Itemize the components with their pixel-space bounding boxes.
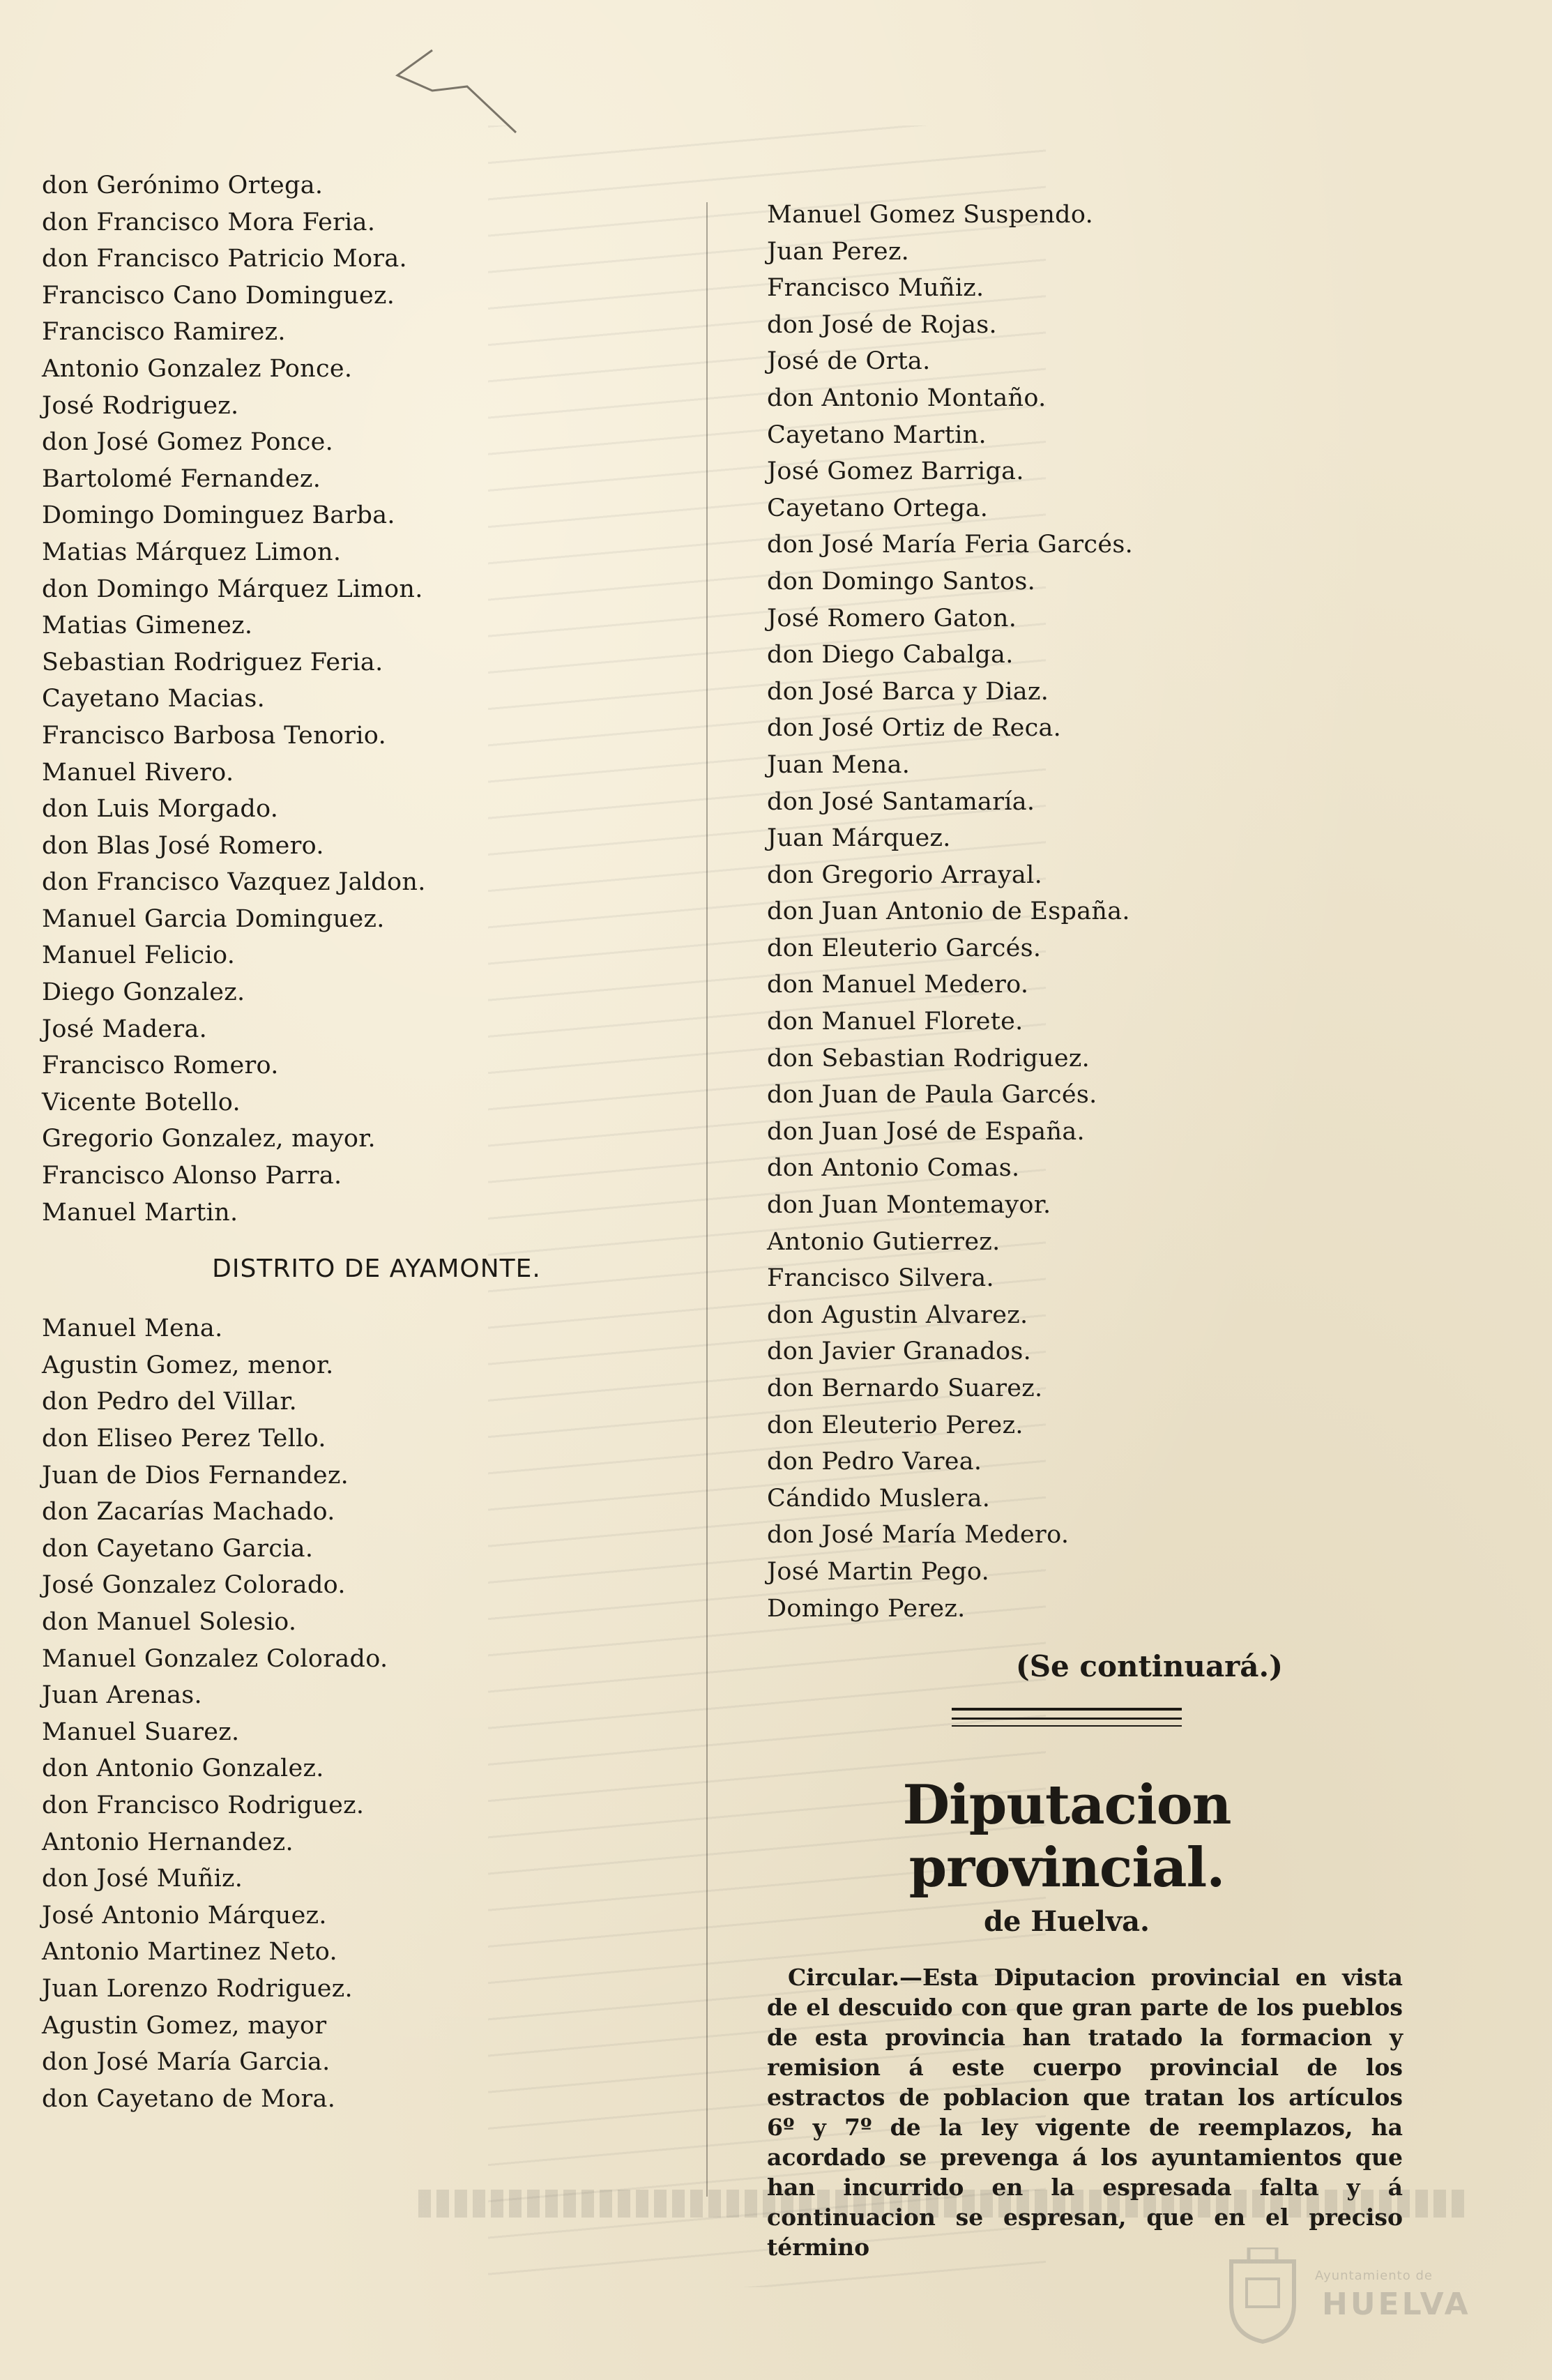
list-item: Juan Mena. (767, 750, 911, 779)
list-item: don José de Rojas. (767, 310, 997, 339)
list-item: Bartolomé Fernandez. (42, 464, 321, 493)
list-item: don Cayetano Garcia. (42, 1534, 314, 1563)
list-item: Sebastian Rodriguez Feria. (42, 648, 383, 676)
name-list-ayamonte (28, 1310, 697, 2117)
list-item: Juan de Dios Fernandez. (42, 1461, 349, 1490)
list-item: don Antonio Gonzalez. (42, 1754, 324, 1783)
article-heading: Diputacion provincial. (902, 1773, 1231, 1900)
pencil-mark-icon (390, 42, 530, 139)
list-item: don Diego Cabalga. (767, 641, 1014, 669)
list-item: Antonio Hernandez. (42, 1828, 294, 1856)
list-item: don Luis Morgado. (42, 795, 279, 824)
list-item: don Francisco Patricio Mora. (42, 245, 407, 273)
list-item: don Eleuterio Garcés. (767, 934, 1042, 962)
list-item: don Agustin Alvarez. (767, 1301, 1028, 1329)
list-item: Antonio Gonzalez Ponce. (42, 354, 353, 383)
list-item: don José Muñiz. (42, 1865, 243, 1893)
list-item: Gregorio Gonzalez, mayor. (42, 1125, 376, 1153)
list-item: José Gonzalez Colorado. (42, 1571, 346, 1600)
list-item: don Domingo Márquez Limon. (42, 575, 423, 603)
list-item: Matias Márquez Limon. (42, 538, 342, 566)
list-item: Francisco Romero. (42, 1052, 279, 1080)
list-item: Cayetano Macias. (42, 685, 266, 713)
list-item: Manuel Suarez. (42, 1718, 240, 1746)
list-item: don Manuel Medero. (767, 971, 1029, 999)
list-item: don Javier Granados. (767, 1337, 1032, 1366)
column-divider (706, 202, 708, 2197)
watermark-big-text: HUELVA (1322, 2287, 1471, 2322)
list-item: don Cayetano de Mora. (42, 2084, 336, 2113)
list-item: don Juan de Paula Garcés. (767, 1081, 1097, 1109)
list-item: don Pedro del Villar. (42, 1388, 298, 1416)
list-item: don Domingo Santos. (767, 567, 1036, 596)
list-item: Juan Lorenzo Rodriguez. (42, 1974, 353, 2003)
list-item: Cayetano Ortega. (767, 494, 989, 522)
list-item: don José Barca y Diaz. (767, 677, 1049, 706)
list-item: don Eliseo Perez Tello. (42, 1425, 326, 1453)
list-item: Antonio Gutierrez. (767, 1227, 1001, 1256)
list-item: don José María Feria Garcés. (767, 531, 1134, 559)
list-item: Juan Márquez. (767, 824, 951, 853)
list-item: Juan Arenas. (42, 1681, 202, 1710)
list-item: José Antonio Márquez. (42, 1901, 327, 1930)
article-subheading: de Huelva. (984, 1905, 1150, 1939)
list-item: don Pedro Varea. (767, 1448, 982, 1476)
list-item: don José María Garcia. (42, 2048, 330, 2077)
list-item: Manuel Gomez Suspendo. (767, 201, 1094, 229)
list-item: don Juan Montemayor. (767, 1191, 1051, 1220)
list-item: Manuel Gonzalez Colorado. (42, 1644, 388, 1673)
list-item: Domingo Dominguez Barba. (42, 501, 395, 530)
list-item: Agustin Gomez, mayor (42, 2011, 327, 2040)
list-item: don Gregorio Arrayal. (767, 861, 1043, 889)
list-item: Francisco Cano Dominguez. (42, 281, 395, 310)
circular-body: Esta Diputacion provincial en vista de el descuido con que gran parte de los pueblos de esta provincia han tratado la formacion y remision á este cuerpo provincial de los estractos de poblacion que tratan los artículos 6º y 7º de la ley vigente de reemplazos, ha acordado se prevenga á los ayuntamientos que han incurrido en la espresada falta y á continuacion se espresan, que en el preciso término (767, 1964, 1403, 2261)
list-item: Manuel Felicio. (42, 941, 236, 970)
list-item: José Madera. (42, 1015, 208, 1043)
double-rule-divider (952, 1708, 1182, 1720)
list-item: Francisco Ramirez. (42, 318, 286, 347)
list-item: don José María Medero. (767, 1521, 1070, 1549)
list-item: Manuel Mena. (42, 1314, 223, 1343)
list-item: don Gerónimo Ortega. (42, 172, 324, 199)
list-item: José Romero Gaton. (767, 604, 1017, 632)
list-item: don Antonio Comas. (767, 1154, 1020, 1183)
name-list-top (28, 167, 697, 1231)
list-item: don Francisco Mora Feria. (42, 208, 376, 236)
list-item: don Antonio Montaño. (767, 384, 1047, 412)
continues-note: (Se continuará.) (1015, 1649, 1283, 1684)
watermark-small-text: Ayuntamiento de (1315, 2268, 1433, 2283)
list-item: don Eleuterio Perez. (767, 1411, 1024, 1439)
list-item: José Rodriguez. (42, 391, 239, 420)
bleed-through-footer (418, 2190, 1464, 2218)
list-item: don José Ortiz de Reca. (767, 714, 1062, 743)
left-column (28, 167, 697, 2117)
right-column (739, 197, 1403, 2262)
list-item: Juan Perez. (767, 237, 910, 266)
list-item: Francisco Muñiz. (767, 274, 984, 303)
list-item: don Francisco Rodriguez. (42, 1791, 365, 1819)
list-item: don Manuel Florete. (767, 1008, 1024, 1036)
list-item: Domingo Perez. (767, 1594, 966, 1623)
list-item: don José Santamaría. (767, 787, 1035, 816)
list-item: Francisco Barbosa Tenorio. (42, 721, 386, 750)
single-rule-divider (952, 1725, 1182, 1727)
list-item: don José Gomez Ponce. (42, 428, 334, 457)
list-item: don Francisco Vazquez Jaldon. (42, 868, 426, 897)
list-item: Francisco Silvera. (767, 1264, 994, 1293)
list-item: don Juan Antonio de España. (767, 897, 1130, 926)
list-item: Diego Gonzalez. (42, 978, 245, 1007)
name-list-right (739, 197, 1394, 1627)
list-item: José Gomez Barriga. (767, 457, 1024, 486)
list-item: José Martin Pego. (767, 1557, 990, 1586)
list-item: Francisco Alonso Parra. (42, 1162, 342, 1190)
list-item: Matias Gimenez. (42, 612, 253, 640)
list-item: Manuel Rivero. (42, 758, 234, 787)
list-item: Agustin Gomez, menor. (42, 1351, 334, 1379)
circular-lead: Circular.— (788, 1964, 923, 1992)
list-item: Vicente Botello. (42, 1088, 241, 1116)
list-item: Manuel Garcia Dominguez. (42, 904, 385, 933)
list-item: Cándido Muslera. (767, 1484, 991, 1513)
list-item: don Juan José de España. (767, 1117, 1085, 1146)
section-title: DISTRITO DE AYAMONTE. (212, 1255, 541, 1284)
list-item: don Blas José Romero. (42, 831, 324, 860)
list-item: don Zacarías Machado. (42, 1498, 335, 1526)
list-item: Manuel Martin. (42, 1198, 238, 1227)
archive-watermark (1224, 2248, 1517, 2352)
list-item: don Sebastian Rodriguez. (767, 1044, 1090, 1072)
list-item: Antonio Martinez Neto. (42, 1938, 337, 1966)
list-item: don Bernardo Suarez. (767, 1374, 1043, 1402)
coat-of-arms-icon (1224, 2248, 1301, 2345)
list-item: Cayetano Martin. (767, 420, 987, 449)
list-item: don Manuel Solesio. (42, 1607, 297, 1636)
list-item: José de Orta. (767, 347, 931, 376)
